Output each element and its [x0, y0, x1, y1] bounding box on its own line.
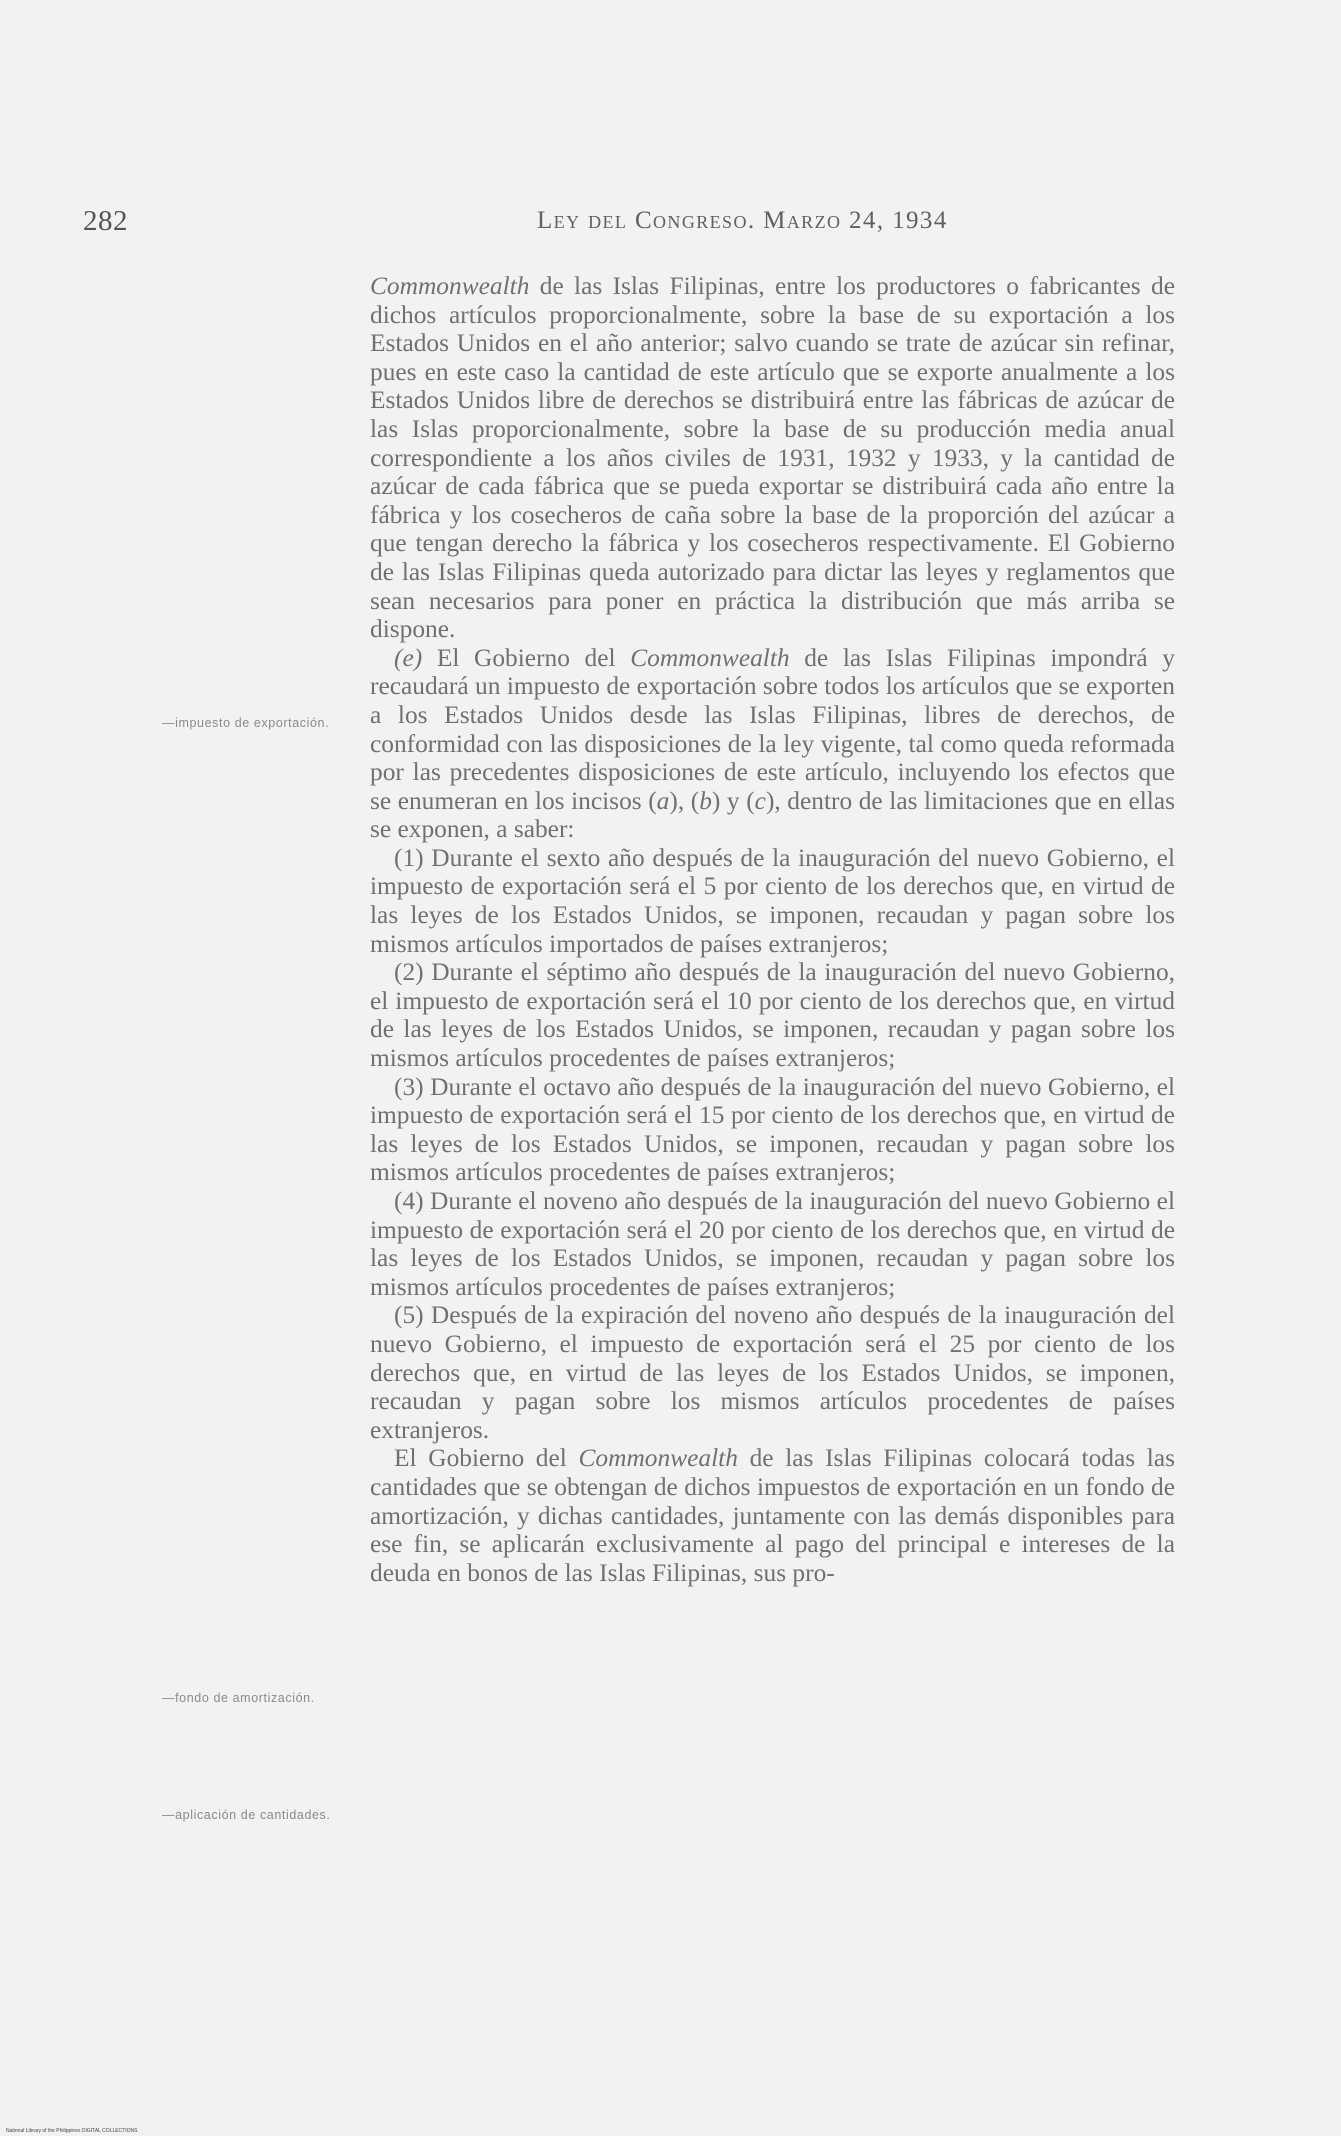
footer-credit: National Library of the Philippines DIGITAL COLLECTIONS — [6, 2128, 138, 2134]
paragraph — [370, 958, 1175, 1072]
italic-run: a — [656, 786, 670, 815]
text-run: de las Islas Filipinas, entre los productores o fabricantes de dichos artículos proporcionalmente, sobre la base de su exportación a los Estados Unidos en el año anterior; salvo cuando se trate de azúcar sin refinar, pues en este caso la cantidad de este artículo que se exporte anualmente a los Estados Unidos libre de derechos se distribuirá entre las fábricas de azúcar de las Islas proporcionalmente, sobre la base de su producción media anual correspondiente a los años civiles de 1931, 1932 y 1933, y la cantidad de azúcar de cada fábrica que se pueda exportar se distribuirá cada año entre la fábrica y los cosecheros de caña sobre la base de la proporción del azúcar a que tengan derecho la fábrica y los cosecheros respectivamente. El Gobierno de las Islas Filipinas queda autorizado para dictar las leyes y reglamentos que sean necesarios para poner en práctica la distribución que más arriba se dispone. — [370, 272, 1175, 644]
paragraph — [370, 1444, 1175, 1587]
text-run: de las Islas Filipinas impondrá y recaudará un impuesto de exportación sobre todos los artículos que se exporten a los Estados Unidos desde las Islas Filipinas, libres de derechos, de conformidad con las disposiciones de la ley vigente, tal como queda reformada por las precedentes disposiciones de este artículo, incluyendo los efectos que se enumeran en los incisos ( — [370, 643, 1175, 815]
text-run: (2) Durante el séptimo año después de la inauguración del nuevo Gobierno, el impuesto de exportación será el 10 por ciento de los derechos que, en virtud de las leyes de los Estados Unidos, se imponen, recaudan y pagan sobre los mismos artículos procedentes de países extranjeros; — [370, 958, 1175, 1073]
italic-run: Commonwealth — [630, 643, 790, 672]
text-run: (1) Durante el sexto año después de la inauguración del nuevo Gobierno, el impuesto de exportación será el 5 por ciento de los derechos que, en virtud de las leyes de los Estados Unidos, se imponen, recaudan y pagan sobre los mismos artículos importados de países extranjeros; — [370, 843, 1175, 958]
text-run: de las Islas Filipinas colocará todas las cantidades que se obtengan de dichos impuestos de exportación en un fondo de amortización, y dichas cantidades, juntamente con las demás disponibles para ese fin, se aplicarán exclusivamente al pago del principal e intereses de la deuda en bonos de las Islas Filipinas, sus pro- — [370, 1444, 1175, 1587]
margin-note-export-tax: —impuesto de exportación. — [162, 716, 330, 730]
margin-note-application: —aplicación de cantidades. — [162, 1808, 331, 1822]
italic-run: b — [699, 786, 712, 815]
text-run: (3) Durante el octavo año después de la inauguración del nuevo Gobierno, el impuesto de exportación será el 15 por ciento de los derechos que, en virtud de las leyes de los Estados Unidos, se imponen, recaudan y pagan sobre los mismos artículos procedentes de países extranjeros; — [370, 1072, 1175, 1187]
paragraph — [370, 644, 1175, 844]
paragraph — [370, 1187, 1175, 1301]
text-run: ) y ( — [711, 786, 755, 815]
running-head: Ley del Congreso. Marzo 24, 1934 — [537, 207, 948, 234]
paragraph — [370, 1301, 1175, 1444]
paragraph — [370, 1073, 1175, 1187]
margin-note-sinking-fund: —fondo de amortización. — [162, 1691, 315, 1705]
text-run: (5) Después de la expiración del noveno año después de la inauguración del nuevo Gobierno, el impuesto de exportación será el 25 por ciento de los derechos que, en virtud de las leyes de los Estados Unidos, se imponen, recaudan y pagan sobre los mismos artículos procedentes de países extranjeros. — [370, 1301, 1175, 1444]
page-number: 282 — [83, 205, 128, 237]
text-run: El Gobierno del — [394, 1444, 579, 1473]
body-text — [370, 272, 1175, 1587]
text-run: ), dentro de las limitaciones que en ellas se exponen, a saber: — [370, 786, 1175, 844]
italic-run: Commonwealth — [578, 1444, 738, 1473]
italic-run: c — [754, 786, 766, 815]
italic-run: (e) — [394, 643, 423, 672]
italic-run: Commonwealth — [370, 272, 530, 300]
text-run: (4) Durante el noveno año después de la inauguración del nuevo Gobierno el impuesto de exportación será el 20 por ciento de los derechos que, en virtud de las leyes de los Estados Unidos, se imponen, recaudan y pagan sobre los mismos artículos procedentes de países extranjeros; — [370, 1187, 1175, 1301]
paragraph — [370, 844, 1175, 958]
paragraph — [370, 272, 1175, 644]
text-run: ), ( — [669, 786, 700, 815]
text-run: El Gobierno del — [422, 643, 631, 672]
